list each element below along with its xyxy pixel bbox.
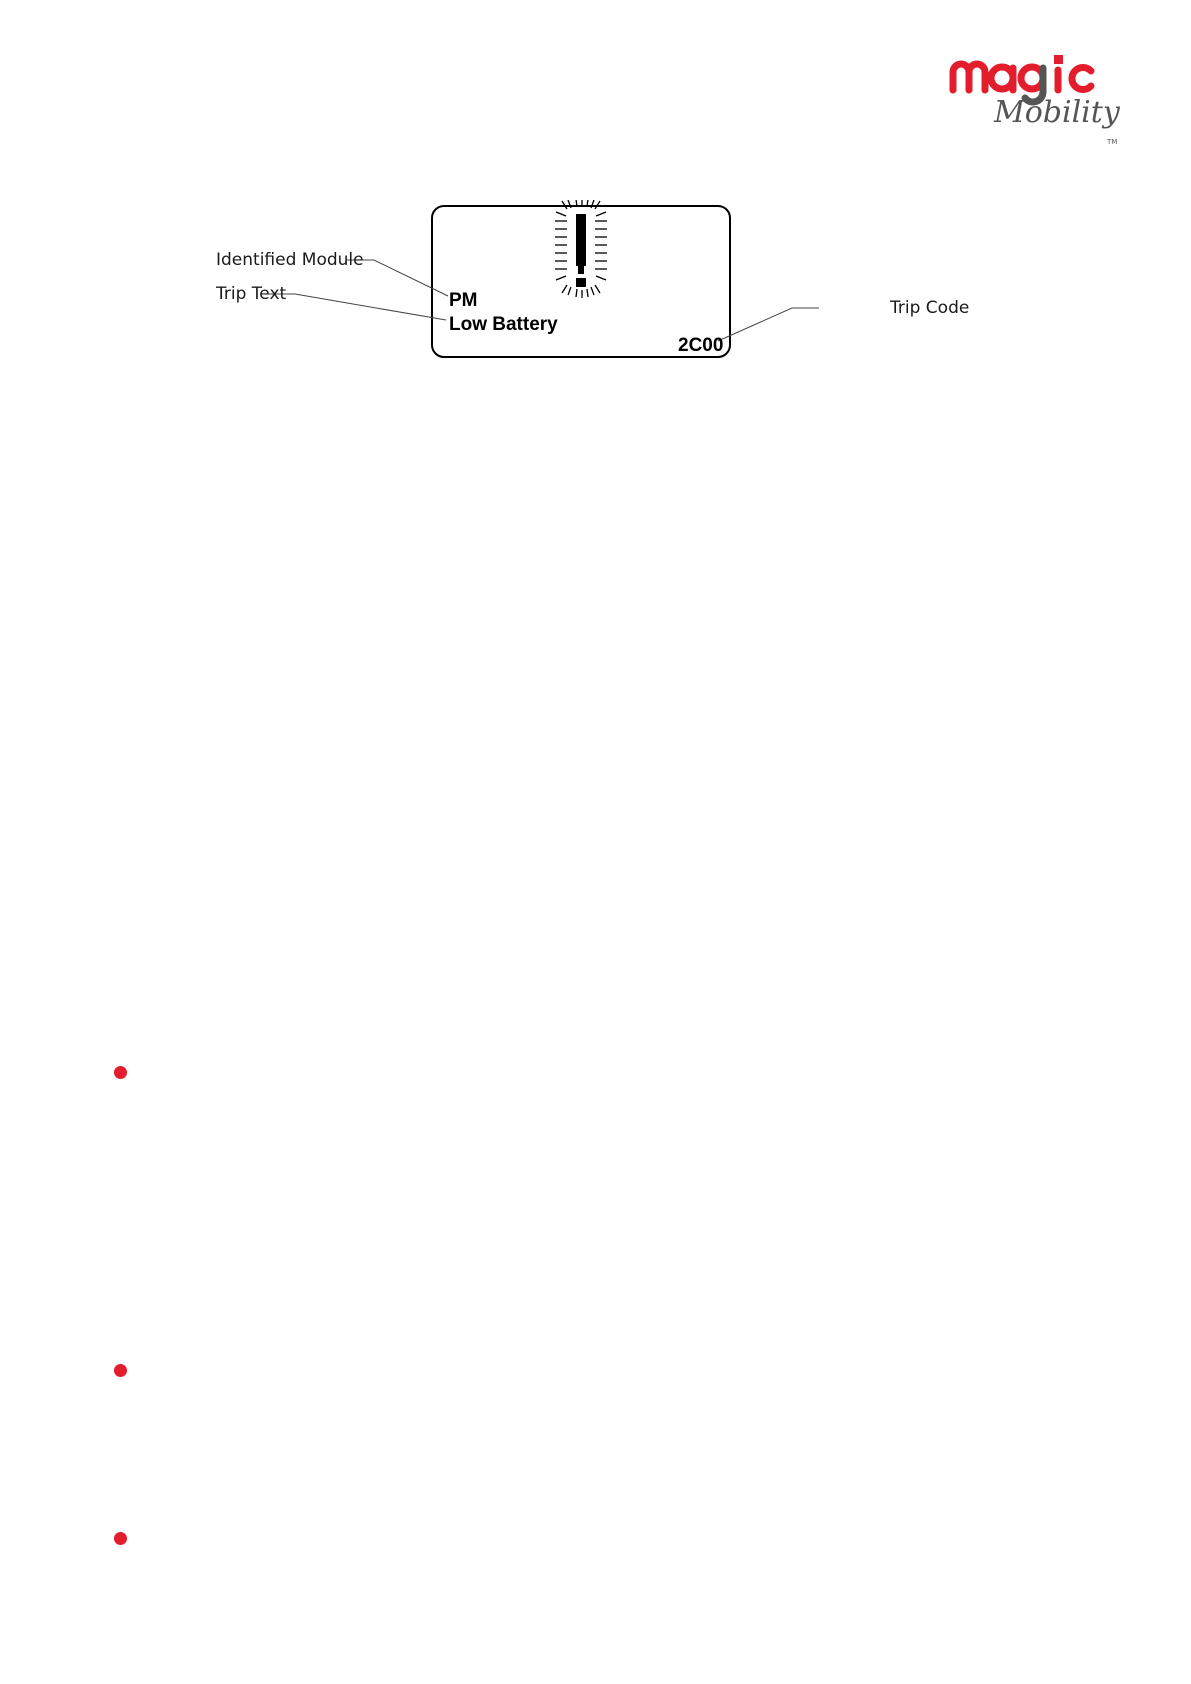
bullet-marker — [114, 1066, 127, 1079]
trip-code-leader — [718, 308, 819, 341]
trip-text-label: Trip Text — [216, 284, 287, 304]
lcd-trip-code: 2C00 — [678, 335, 724, 356]
trip-text-leader — [266, 294, 446, 320]
bullet-marker — [114, 1532, 127, 1545]
trip-code-label: Trip Code — [890, 298, 970, 318]
magic-mobility-logo — [930, 40, 1130, 150]
lcd-trip-text: Low Battery — [449, 314, 558, 335]
identified-module-label: Identified Module — [216, 250, 364, 270]
diagram-lines — [190, 200, 990, 400]
lcd-module-text: PM — [449, 290, 478, 311]
logo-script-text: Mobility — [994, 95, 1120, 130]
svg-text:TM: TM — [1107, 138, 1118, 146]
controller-display-diagram — [190, 200, 990, 400]
bullet-marker — [114, 1364, 127, 1377]
